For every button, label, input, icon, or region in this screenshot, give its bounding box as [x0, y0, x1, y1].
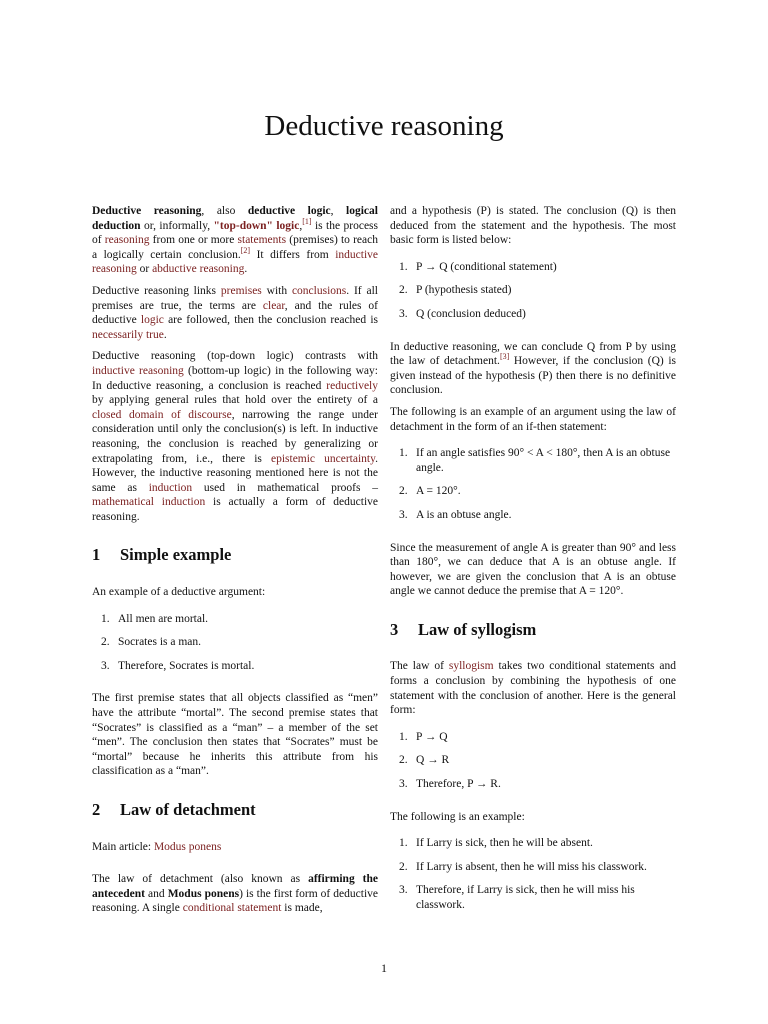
link-closed-domain-of-discourse[interactable]: closed domain of discourse	[92, 408, 232, 421]
list-item: 3. Q (conclusion deduced)	[399, 307, 526, 320]
link-modus-ponens[interactable]: Modus ponens	[153, 840, 222, 853]
section1-lead: An example of a deductive argument:	[92, 586, 266, 599]
bold-term: Deductive reasoning	[92, 205, 202, 217]
link-inductive-reasoning[interactable]: inductive reasoning	[92, 364, 184, 377]
citation-1[interactable]: [1]	[302, 216, 312, 226]
intro-paragraph-3: Deductive reasoning (top-down logic) contrasts with inductive reasoning (bottom-up logic) in the following way: In deductive reasoning, a conclusion is reached reductively by applying general rules that hold over the entirety of a closed domain of discourse, narrowing the range under consideration until only the conclusion(s) is left. In inductive reasoning, the conclusion is reached by generalizing or extrapolating from, i.e., there is epistemic uncertainty. However, the inductive reasoning mentioned here is not the same as induction used in mathematical proofs – mathematical induction is actually a form of deductive reasoning.	[92, 350, 378, 523]
link-necessarily-true[interactable]: necessarily true	[92, 328, 164, 341]
page-title: Deductive reasoning	[264, 110, 504, 142]
section3-paragraph-2: The following is an example:	[390, 810, 525, 823]
list-item: 2. Socrates is a man.	[101, 636, 202, 649]
link-top-down-logic[interactable]: "top-down" logic	[213, 219, 300, 232]
link-clear[interactable]: clear	[262, 299, 285, 312]
list-item: 1. If Larry is sick, then he will be absent.	[399, 837, 593, 850]
section2-paragraph-4: Since the measurement of angle A is greater than 90° and less than 180°, we can deduce that A is an obtuse angle. If however, we are given the conclusion that A is an obtuse angle we cannot deduce the premise that A = 120°.	[390, 541, 676, 598]
section-heading-law-of-detachment: 2 Law of detachment	[92, 800, 256, 819]
numbered-list	[390, 836, 676, 912]
link-logic[interactable]: logic	[140, 314, 164, 327]
main-article-note: Main article: Modus ponens	[92, 840, 222, 853]
section2-paragraph-3: The following is an example of an argument using the law of detachment in the form of an if-then statement:	[390, 405, 676, 433]
link-conditional-statement[interactable]: conditional statement	[182, 902, 282, 915]
list-item: 3. Therefore, P → R.	[399, 778, 501, 791]
link-reasoning[interactable]: reasoning	[104, 234, 150, 247]
section3-paragraph-1: The law of syllogism takes two conditional statements and forms a conclusion by combining the hypothesis of one statement with the conclusion of another. Here is the general form:	[390, 660, 676, 717]
list-item: 2. If Larry is absent, then he will miss his classwork.	[399, 860, 647, 873]
link-inductive-reasoning[interactable]: inductive reasoning	[92, 248, 378, 276]
link-conclusions[interactable]: conclusions	[291, 284, 347, 297]
section2-continuation: and a hypothesis (P) is stated. The conclusion (Q) is then deduced from the statement and the hypothesis. The most basic form is listed below:	[390, 205, 676, 247]
link-syllogism[interactable]: syllogism	[448, 660, 494, 673]
section-heading-law-of-syllogism: 3 Law of syllogism	[390, 619, 537, 639]
link-reductively[interactable]: reductively	[326, 379, 378, 392]
list-item: 2. P (hypothesis stated)	[399, 284, 512, 297]
link-mathematical-induction[interactable]: mathematical induction	[92, 496, 206, 509]
section-heading-simple-example: 1 Simple example	[92, 545, 232, 565]
list-item: 3. Therefore, if Larry is sick, then he will miss his classwork.	[399, 884, 635, 911]
numbered-list	[390, 446, 676, 522]
section2-paragraph-1: The law of detachment (also known as affirming the antecedent and Modus ponens) is the first form of deductive reasoning. A single conditional statement is made,	[92, 873, 378, 915]
link-induction[interactable]: induction	[148, 481, 193, 494]
link-abductive-reasoning[interactable]: abductive reasoning	[152, 263, 245, 276]
numbered-list	[92, 612, 378, 674]
bold-term: deductive logic	[247, 205, 331, 217]
list-item: 3. A is an obtuse angle.	[399, 508, 512, 521]
link-statements[interactable]: statements	[237, 234, 287, 247]
numbered-list	[390, 260, 676, 322]
left-column	[92, 204, 378, 923]
bold-term: logical deduction	[92, 205, 378, 232]
list-item: 2. Q → R	[399, 754, 450, 767]
bold-term: affirming the antecedent	[92, 873, 378, 900]
bold-term: Modus ponens	[167, 887, 240, 900]
numbered-list	[390, 730, 676, 792]
list-item: 1. All men are mortal.	[101, 612, 209, 625]
intro-paragraph-2: Deductive reasoning links premises with conclusions. If all premises are true, the terms are clear, and the rules of deductive logic are followed, then the conclusion reached is necessarily true.	[92, 284, 379, 341]
list-item: 1. If an angle satisfies 90° < A < 180°, then A is an obtuse angle.	[399, 447, 671, 474]
citation-3[interactable]: [3]	[499, 352, 510, 362]
page-number: 1	[381, 961, 387, 975]
link-epistemic-uncertainty[interactable]: epistemic uncertainty	[270, 452, 376, 465]
list-item: 1. P → Q (conditional statement)	[399, 260, 557, 273]
citation-2[interactable]: [2]	[240, 245, 251, 255]
intro-paragraph-1: Deductive reasoning, also deductive logic, logical deduction or, informally, "top-down" logic,[1] is the process of reasoning from one or more statements (premises) to reach a logically certain conclusion.[2] It differs from inductive reasoning or abductive reasoning.	[92, 205, 379, 276]
section2-paragraph-2: In deductive reasoning, we can conclude Q from P by using the law of detachment.[3] However, if the conclusion (Q) is given instead of the hypothesis (P) then there is no definitive conclusion.	[390, 340, 676, 397]
list-item: 2. A = 120°.	[399, 485, 461, 498]
section1-explanation: The first premise states that all objects classified as “men” have the attribute “mortal”. The second premise states that “Socrates” is classified as a “man” – a member of the set “men”. The conclusion then states that “Socrates” must be “mortal” because he inherits this attribute from his classification as a “man”.	[92, 692, 378, 778]
list-item: 3. Therefore, Socrates is mortal.	[101, 659, 255, 672]
list-item: 1. P → Q	[399, 730, 448, 743]
link-premises[interactable]: premises	[220, 284, 262, 297]
right-column	[390, 204, 676, 931]
